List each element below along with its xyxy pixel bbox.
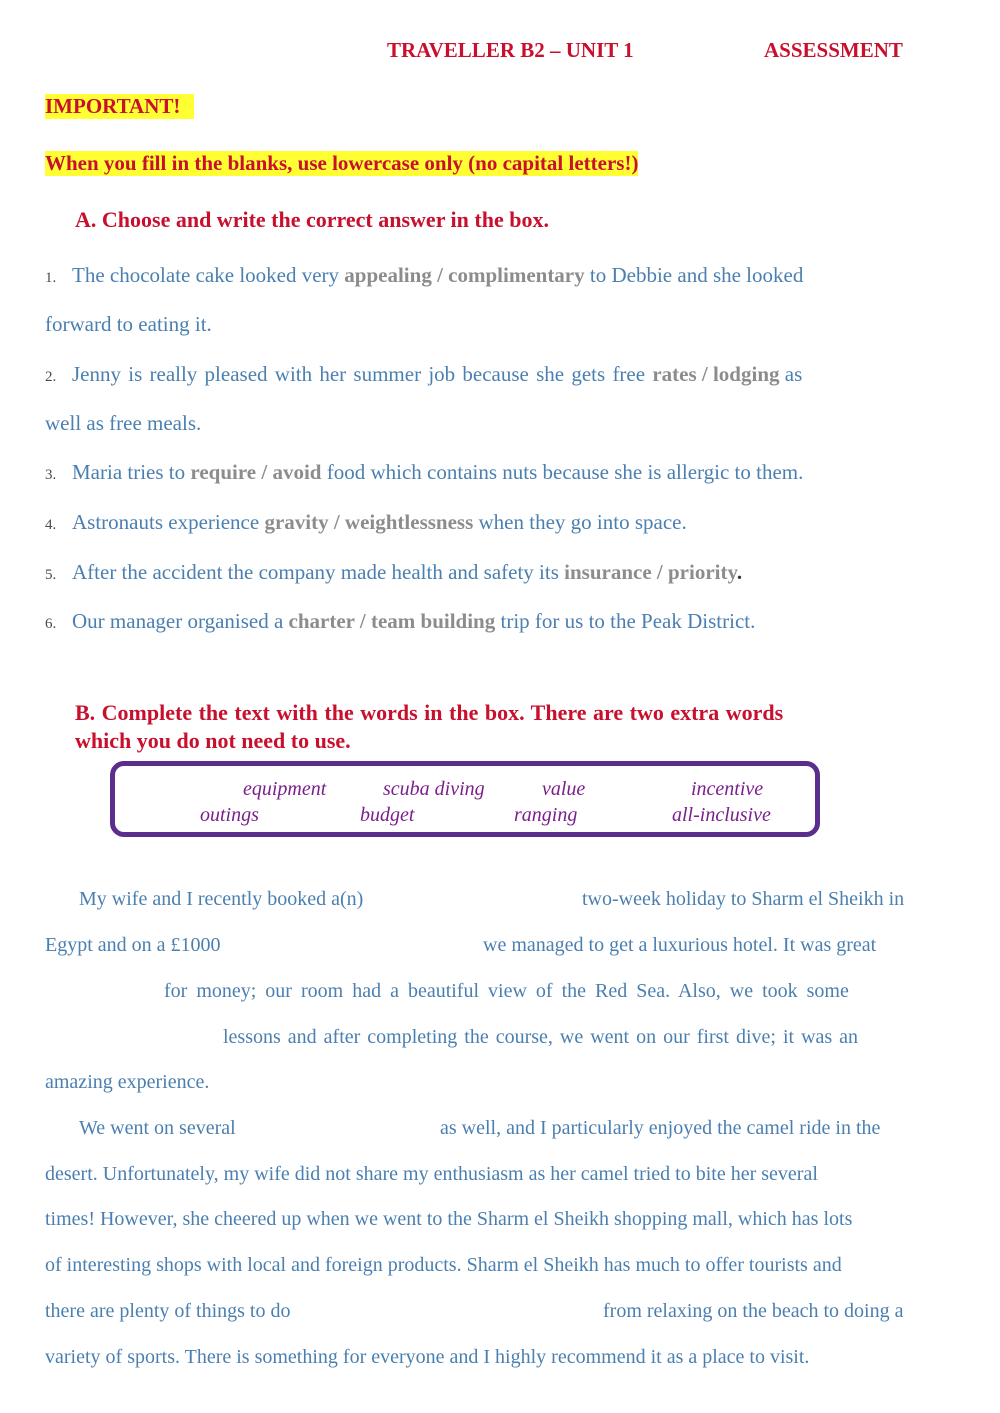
question-text: Maria tries to [72, 460, 191, 484]
blank-5-input[interactable] [265, 1113, 430, 1141]
question-text: when they go into space. [473, 510, 687, 534]
question-6 [45, 609, 755, 634]
blank-3-input[interactable] [45, 976, 155, 1004]
answer-options[interactable]: charter / team building [288, 609, 496, 633]
paragraph-2-line-6: variety of sports. There is something for everyone and I highly recommend it as a place to visit. [45, 1346, 810, 1368]
question-2 [45, 362, 937, 387]
lowercase-instruction: When you fill in the blanks, use lowercase only (no capital letters!) [45, 151, 639, 175]
important-notice: IMPORTANT! [45, 94, 194, 119]
paragraph-2-line-4: of interesting shops with local and foreign products. Sharm el Sheikh has much to offer tourists and [45, 1254, 842, 1276]
answer-options[interactable]: appealing / complimentary [344, 263, 585, 287]
paragraph-2-line-5a: there are plenty of things to do [45, 1300, 291, 1322]
paragraph-1-line-1b: two-week holiday to Sharm el Sheikh in [582, 888, 905, 910]
question-number: 6. [45, 616, 57, 632]
answer-options[interactable]: require / avoid [190, 460, 322, 484]
answer-options[interactable]: gravity / weightlessness [264, 510, 474, 534]
word-ranging: ranging [514, 804, 578, 826]
question-text: to Debbie and she looked [584, 263, 804, 287]
word-scuba-diving: scuba diving [383, 778, 485, 800]
question-text: food which contains nuts because she is allergic to them. [321, 460, 804, 484]
answer-options[interactable]: insurance / priority [564, 560, 737, 584]
blank-4-input[interactable] [45, 1022, 215, 1050]
question-text: trip for us to the Peak District. [495, 609, 756, 633]
assessment-label: ASSESSMENT [764, 38, 903, 62]
question-2-continued: well as free meals. [45, 411, 202, 435]
question-1 [45, 263, 937, 288]
question-text: After the accident the company made health and safety its [72, 560, 565, 584]
blank-6-input[interactable] [330, 1296, 590, 1324]
question-number: 3. [45, 467, 57, 483]
answer-options[interactable]: rates / lodging [652, 362, 780, 386]
paragraph-1-line-2a: Egypt and on a £1000 [45, 934, 221, 956]
question-text: as [779, 362, 803, 386]
paragraph-1-line-3: for money; our room had a beautiful view of the Red Sea. Also, we took some [164, 980, 849, 1002]
question-number: 2. [45, 369, 57, 385]
paragraph-1-line-2b: we managed to get a luxurious hotel. It was great [483, 934, 877, 956]
question-text: Our manager organised a [72, 609, 289, 633]
question-3 [45, 460, 803, 485]
section-b-heading-line-1: B. Complete the text with the words in the box. There are two extra words [75, 700, 784, 725]
paragraph-1-line-1a: My wife and I recently booked a(n) [79, 888, 364, 910]
word-incentive: incentive [691, 778, 764, 800]
question-4 [45, 510, 687, 535]
paragraph-2-line-2: desert. Unfortunately, my wife did not share my enthusiasm as her camel tried to bite her several [45, 1163, 818, 1185]
word-value: value [542, 778, 586, 800]
word-all-inclusive: all-inclusive [672, 804, 771, 826]
paragraph-1-line-5: amazing experience. [45, 1071, 210, 1093]
paragraph-2-line-3: times! However, she cheered up when we went to the Sharm el Sheikh shopping mall, which has lots [45, 1208, 853, 1230]
question-number: 5. [45, 567, 57, 583]
blank-1-input[interactable] [400, 884, 570, 912]
document-title: TRAVELLER B2 – UNIT 1 [387, 38, 634, 62]
paragraph-1-line-4: lessons and after completing the course, we went on our first dive; it was an [223, 1026, 859, 1048]
word-equipment: equipment [243, 778, 327, 800]
question-text: Jenny is really pleased with her summer job because she gets free [72, 362, 653, 386]
paragraph-2-line-1a: We went on several [79, 1117, 236, 1139]
question-5 [45, 560, 742, 585]
question-text: Astronauts experience [72, 510, 265, 534]
blank-2-input[interactable] [260, 930, 470, 958]
question-text: The chocolate cake looked very [72, 263, 345, 287]
question-1-continued: forward to eating it. [45, 312, 212, 336]
question-number: 4. [45, 517, 57, 533]
paragraph-2-line-5b: from relaxing on the beach to doing a [603, 1300, 904, 1322]
word-budget: budget [360, 804, 415, 826]
paragraph-2-line-1b: as well, and I particularly enjoyed the camel ride in the [440, 1117, 881, 1139]
section-a-heading: A. Choose and write the correct answer in the box. [75, 207, 549, 232]
section-b-heading-line-2: which you do not need to use. [75, 728, 351, 753]
question-number: 1. [45, 270, 57, 286]
word-outings: outings [200, 804, 259, 826]
question-punctuation: . [736, 560, 743, 584]
